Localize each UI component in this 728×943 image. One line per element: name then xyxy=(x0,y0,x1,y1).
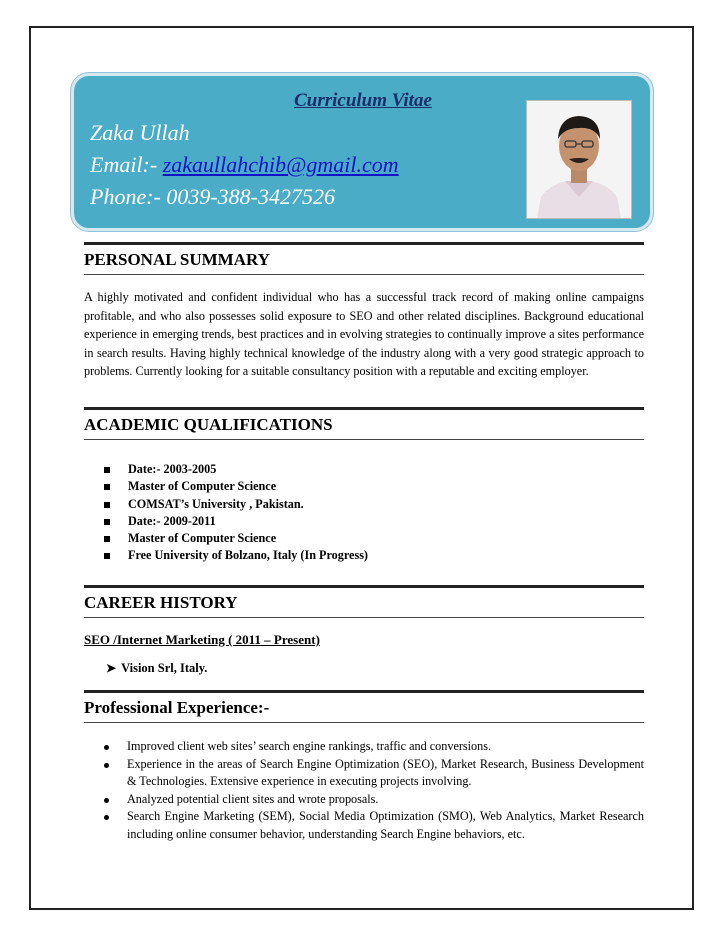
phone-line: Phone:- 0039-388-3427526 xyxy=(90,184,336,209)
square-bullet-icon xyxy=(104,467,110,473)
candidate-name: Zaka Ullah xyxy=(90,120,190,145)
career-history-heading: CAREER HISTORY xyxy=(84,585,644,618)
list-item: Master of Computer Science xyxy=(100,478,368,495)
list-item: Master of Computer Science xyxy=(100,530,368,547)
email-label: Email:- xyxy=(90,152,163,177)
email-link[interactable]: zakaullahchib@gmail.com xyxy=(162,152,399,177)
list-item: Improved client web sites’ search engine rankings, traffic and conversions. xyxy=(100,738,644,756)
list-item: Date:- 2009-2011 xyxy=(100,513,368,530)
square-bullet-icon xyxy=(104,484,110,490)
personal-summary-text: A highly motivated and confident individual who has a successful track record of making online campaigns profitable, and who also possesses solid exposure to SEO and other related disciplines. Background educational experience in emerging trends, best practices and in evolving strategies to continually improve a sites performance in search results. Having highly technical knowledge of the industry along with a very good strategic approach to problems. Currently looking for a suitable consultancy position with a reputable and exciting employer. xyxy=(84,290,644,378)
arrow-bullet-icon: ➤ xyxy=(106,661,117,675)
cv-title: Curriculum Vitae xyxy=(294,90,432,111)
list-item: Free University of Bolzano, Italy (In Progress) xyxy=(100,547,368,564)
cv-header xyxy=(71,73,653,231)
list-item: Date:- 2003-2005 xyxy=(100,461,368,478)
career-role: SEO /Internet Marketing ( 2011 – Present) xyxy=(84,632,320,647)
experience-list xyxy=(100,738,644,844)
round-bullet-icon xyxy=(104,763,109,768)
professional-experience-heading: Professional Experience:- xyxy=(84,690,644,723)
list-item: Search Engine Marketing (SEM), Social Media Optimization (SMO), Web Analytics, Market Research including online consumer behavior, understanding Search Engine behaviors, etc. xyxy=(100,808,644,843)
round-bullet-icon xyxy=(104,798,109,803)
profile-photo-icon xyxy=(526,100,632,219)
list-item: COMSAT’s University , Pakistan. xyxy=(100,496,368,513)
academic-list xyxy=(100,461,368,565)
list-item: Experience in the areas of Search Engine Optimization (SEO), Market Research, Business Development & Technologies. Extensive experience in executing projects involving. xyxy=(100,756,644,791)
round-bullet-icon xyxy=(104,815,109,820)
square-bullet-icon xyxy=(104,536,110,542)
list-item: Analyzed potential client sites and wrote proposals. xyxy=(100,791,644,809)
square-bullet-icon xyxy=(104,502,110,508)
square-bullet-icon xyxy=(104,519,110,525)
personal-summary-heading: PERSONAL SUMMARY xyxy=(84,242,644,275)
email-line xyxy=(90,152,399,178)
academic-qualifications-heading: ACADEMIC QUALIFICATIONS xyxy=(84,407,644,440)
square-bullet-icon xyxy=(104,553,110,559)
round-bullet-icon xyxy=(104,745,109,750)
career-company: ➤ Vision Srl, Italy. xyxy=(106,661,208,675)
